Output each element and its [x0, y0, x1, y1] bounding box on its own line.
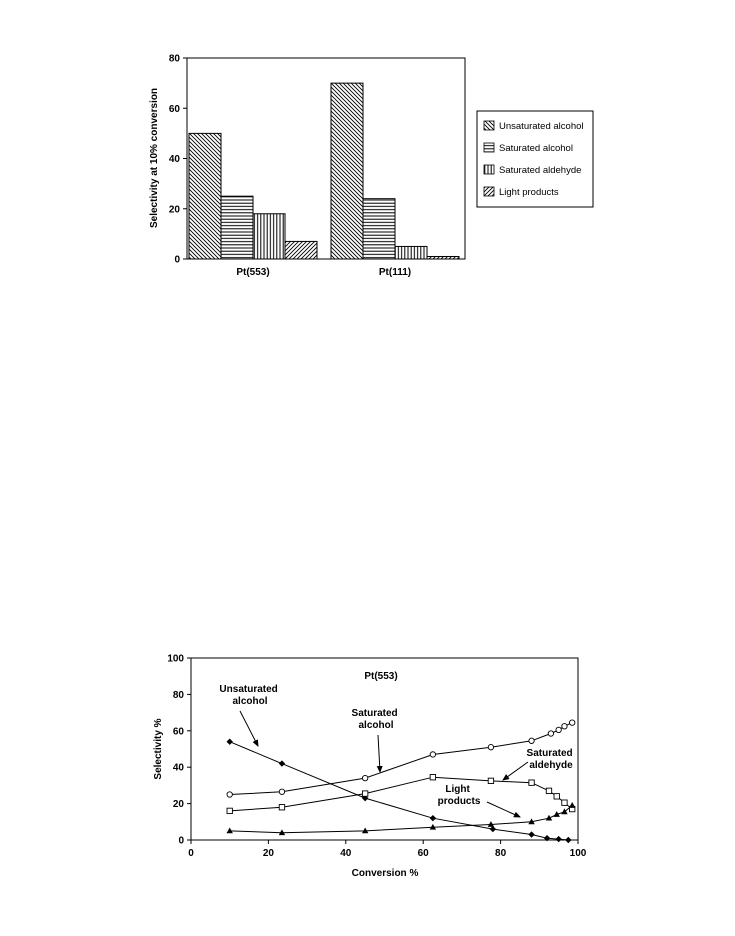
- bar-y-tick-label: 0: [174, 254, 180, 266]
- bar-y-tick-label: 60: [168, 103, 180, 115]
- annotation-saturated-aldehyde: [503, 748, 575, 780]
- svg-text:Saturated aldehyde: [527, 748, 576, 771]
- annotation-arrow: [378, 735, 380, 772]
- annotation-text: products: [437, 796, 481, 807]
- svg-text:Unsaturated alcohol: [219, 684, 280, 707]
- line-x-tick-label: 20: [262, 848, 274, 859]
- series-unsaturated-alcohol: [227, 739, 572, 844]
- point-unsaturated-alcohol: [528, 831, 534, 837]
- annotation-text: Saturated: [351, 708, 398, 719]
- annotation-unsaturated-alcohol: [219, 684, 280, 746]
- line-y-tick-label: 60: [172, 726, 184, 738]
- bar-saturated-alcohol-pt-111: [363, 199, 395, 259]
- annotation-text: Unsaturated: [219, 684, 278, 695]
- point-saturated-alcohol: [569, 720, 574, 725]
- point-unsaturated-alcohol: [490, 826, 496, 832]
- line-x-tick-label: 60: [417, 848, 429, 859]
- point-unsaturated-alcohol: [544, 835, 550, 841]
- bar-unsaturated-alcohol-pt-111: [331, 83, 363, 259]
- bar-series: [189, 83, 459, 259]
- svg-text:Saturated alcohol: [352, 708, 401, 731]
- series-line-saturated-alcohol: [230, 723, 573, 795]
- point-unsaturated-alcohol: [430, 815, 436, 821]
- point-unsaturated-alcohol: [555, 836, 561, 842]
- point-saturated-alcohol: [279, 789, 284, 794]
- bar-y-tick-label: 80: [168, 53, 180, 65]
- point-saturated-aldehyde: [488, 778, 493, 783]
- point-light-products: [227, 828, 233, 834]
- point-saturated-alcohol: [227, 792, 232, 797]
- point-saturated-alcohol: [362, 775, 367, 780]
- bar-y-tick-label: 20: [168, 204, 180, 216]
- legend-swatch-unsaturated-alcohol: [484, 121, 494, 130]
- point-saturated-alcohol: [556, 727, 561, 732]
- legend-label-saturated-aldehyde: Saturated aldehyde: [499, 165, 582, 176]
- line-y-axis-label: Selectivity %: [153, 718, 164, 780]
- point-saturated-aldehyde: [430, 775, 435, 780]
- bar-category-label: Pt(553): [236, 267, 270, 278]
- point-light-products: [528, 818, 534, 824]
- bar-light-products-pt-553: [285, 241, 317, 259]
- annotation-light-products: [438, 784, 520, 817]
- annotation-arrow: [503, 762, 528, 780]
- annotation-arrow: [487, 802, 520, 817]
- point-light-products: [488, 821, 494, 827]
- point-saturated-alcohol: [562, 724, 567, 729]
- point-light-products: [430, 824, 436, 830]
- point-saturated-aldehyde: [362, 791, 367, 796]
- legend-label-unsaturated-alcohol: Unsaturated alcohol: [499, 121, 584, 132]
- bar-y-tick-label: 40: [168, 154, 180, 165]
- series-line-unsaturated-alcohol: [230, 742, 569, 840]
- series-light-products: [227, 802, 576, 835]
- point-saturated-alcohol: [488, 744, 493, 749]
- line-y-tick-label: 0: [178, 835, 184, 847]
- point-light-products: [279, 829, 285, 835]
- point-saturated-alcohol: [430, 752, 435, 757]
- bar-y-axis-label: Selectivity at 10% conversion: [149, 87, 160, 229]
- point-saturated-aldehyde: [554, 794, 559, 799]
- annotation-text: alcohol: [232, 696, 268, 707]
- bar-saturated-aldehyde-pt-553: [253, 214, 285, 259]
- legend-label-saturated-alcohol: Saturated alcohol: [499, 143, 573, 154]
- line-x-tick-label: 80: [495, 848, 507, 859]
- bar-category-labels: [236, 267, 411, 278]
- legend-swatch-light-products: [484, 187, 494, 196]
- legend-swatch-saturated-alcohol: [484, 143, 494, 152]
- series-saturated-aldehyde: [227, 775, 575, 814]
- annotation-saturated-alcohol: [352, 708, 401, 772]
- svg-text:Light products: [438, 784, 481, 807]
- point-light-products: [362, 828, 368, 834]
- annotation-text: Saturated: [526, 748, 573, 759]
- line-plot-frame: [191, 658, 578, 840]
- series-line-light-products: [230, 805, 573, 832]
- line-x-tick-label: 100: [569, 848, 587, 859]
- point-saturated-aldehyde: [529, 780, 534, 785]
- point-saturated-aldehyde: [562, 800, 567, 805]
- line-axis-ticks: [167, 654, 586, 860]
- bar-saturated-aldehyde-pt-111: [395, 246, 427, 259]
- bar-legend: [477, 111, 593, 207]
- annotation-arrow: [240, 711, 258, 746]
- point-unsaturated-alcohol: [279, 760, 285, 766]
- line-y-tick-label: 80: [172, 689, 184, 701]
- line-y-tick-label: 100: [167, 653, 184, 665]
- point-saturated-aldehyde: [227, 808, 232, 813]
- legend-swatch-saturated-aldehyde: [484, 165, 494, 174]
- point-saturated-aldehyde: [569, 806, 574, 811]
- annotation-text: Light: [445, 784, 470, 795]
- bar-unsaturated-alcohol-pt-553: [189, 133, 221, 259]
- point-unsaturated-alcohol: [362, 795, 368, 801]
- line-chart-title: Pt(553): [364, 671, 398, 682]
- point-saturated-alcohol: [529, 738, 534, 743]
- point-saturated-alcohol: [548, 731, 553, 736]
- point-light-products: [546, 815, 552, 821]
- line-y-tick-label: 40: [172, 762, 184, 774]
- point-saturated-aldehyde: [279, 805, 284, 810]
- point-light-products: [569, 802, 575, 808]
- point-unsaturated-alcohol: [565, 837, 571, 843]
- point-light-products: [561, 808, 567, 814]
- annotation-text: aldehyde: [529, 760, 573, 771]
- line-x-tick-label: 40: [340, 848, 352, 859]
- bar-category-label: Pt(111): [378, 267, 412, 278]
- legend-label-light-products: Light products: [499, 187, 559, 198]
- annotation-text: alcohol: [358, 720, 394, 731]
- line-x-tick-label: 0: [188, 848, 194, 859]
- point-saturated-aldehyde: [546, 788, 551, 793]
- point-unsaturated-alcohol: [227, 739, 233, 745]
- series-line-saturated-aldehyde: [230, 777, 573, 811]
- line-x-axis-label: Conversion %: [351, 868, 419, 879]
- point-light-products: [554, 811, 560, 817]
- bar-chart: [0, 0, 735, 300]
- bar-saturated-alcohol-pt-553: [221, 196, 253, 259]
- series-saturated-alcohol: [227, 720, 575, 797]
- line-series: [227, 720, 576, 843]
- bar-y-ticks: [169, 54, 187, 266]
- bar-light-products-pt-111: [427, 256, 459, 259]
- line-y-tick-label: 20: [172, 799, 184, 811]
